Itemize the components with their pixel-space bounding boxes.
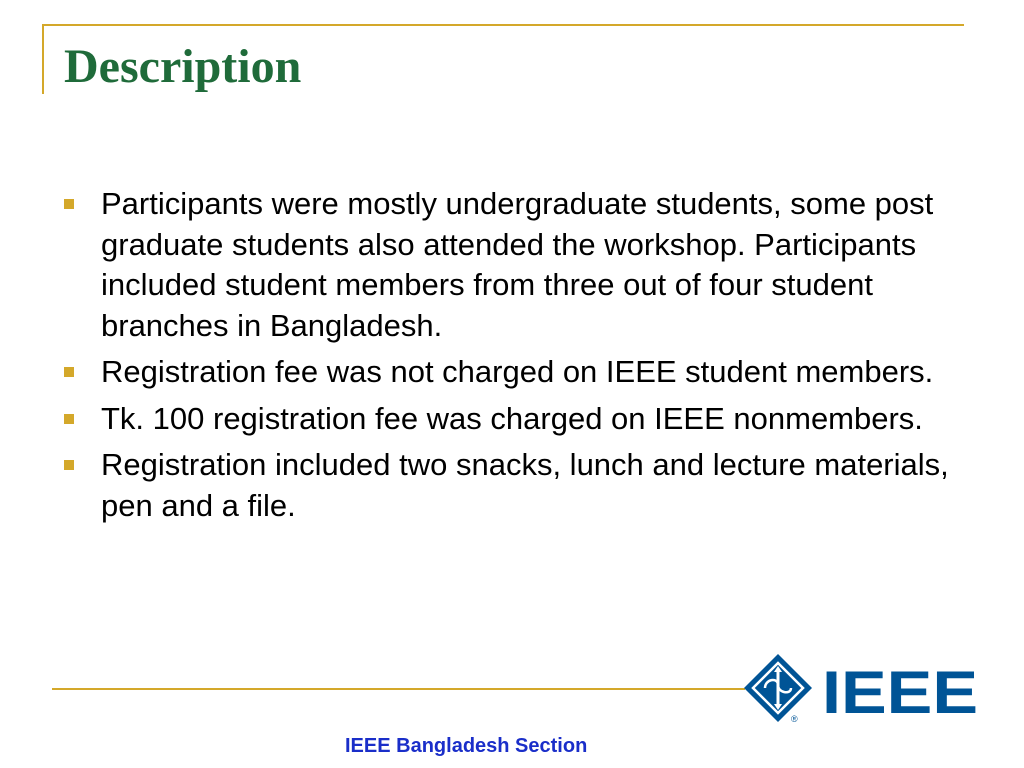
square-bullet-icon (64, 367, 74, 377)
bullet-item (64, 445, 964, 526)
footer-rule (52, 688, 745, 690)
ieee-logo-wordmark: IEEE (822, 659, 978, 724)
bullet-text: Tk. 100 registration fee was charged on IEEE nonmembers. (101, 400, 923, 436)
bullet-text: Registration included two snacks, lunch and lecture materials, pen and a file. (101, 447, 949, 523)
bullet-item (64, 399, 964, 440)
bullet-item (64, 352, 964, 393)
footer-text: IEEE Bangladesh Section (345, 735, 588, 757)
title-frame-top-rule (42, 24, 964, 26)
square-bullet-icon (64, 199, 74, 209)
square-bullet-icon (64, 414, 74, 424)
slide-title: Description (64, 40, 302, 93)
ieee-logo (742, 652, 982, 724)
bullet-text: Participants were mostly undergraduate students, some post graduate students also attended the workshop. Participants included student members from three out of four student branches in Bangladesh. (101, 186, 934, 343)
bullet-text: Registration fee was not charged on IEEE student members. (101, 354, 934, 389)
bullet-list (64, 184, 964, 532)
title-frame-left-rule (42, 24, 44, 94)
square-bullet-icon (64, 460, 74, 470)
bullet-item (64, 184, 964, 346)
ieee-diamond-icon (744, 654, 812, 722)
registered-mark-icon: ® (791, 714, 798, 724)
